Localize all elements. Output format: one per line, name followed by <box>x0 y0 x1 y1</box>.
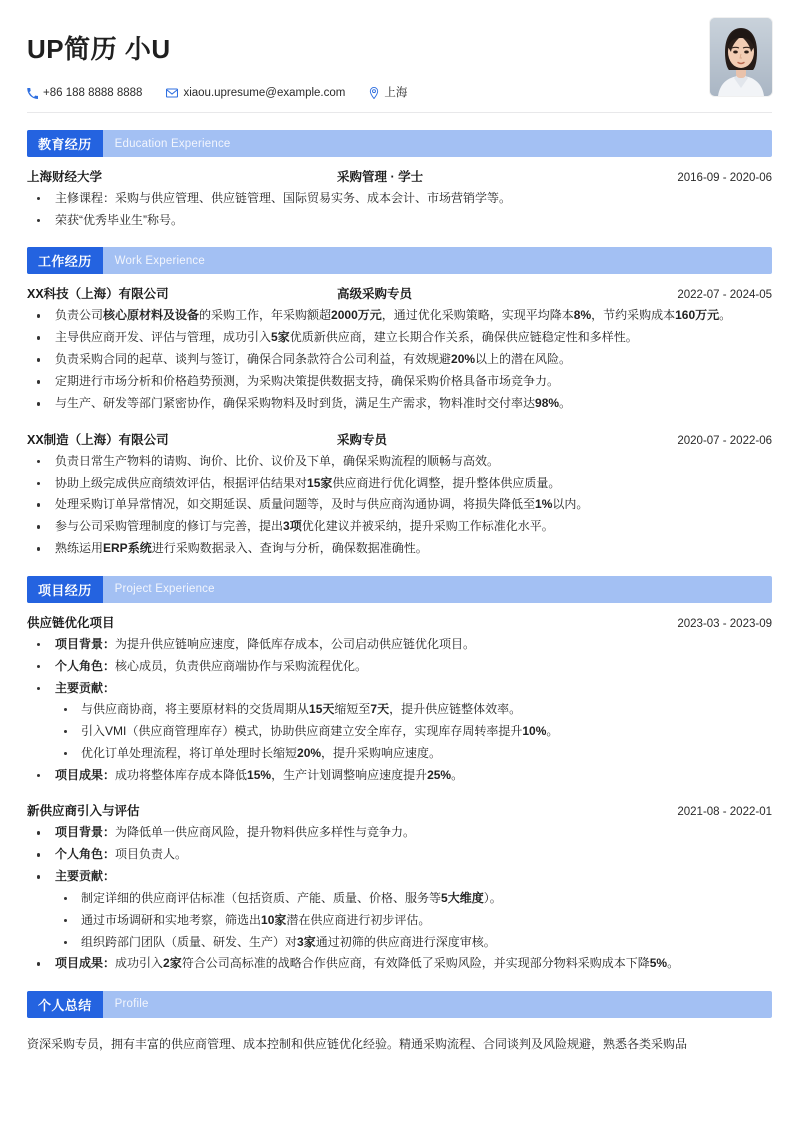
bullet-lead: 项目背景： <box>55 825 116 840</box>
contact-phone <box>27 87 142 99</box>
sections-container <box>27 130 772 1055</box>
section-title-en: Project Experience <box>114 583 215 596</box>
emphasis: 160万元 <box>675 308 720 323</box>
section-title-cn: 项目经历 <box>27 576 103 603</box>
emphasis: 核心原材料及设备 <box>103 308 200 323</box>
contact-email <box>166 87 345 99</box>
emphasis: 98% <box>535 396 560 411</box>
bullet-item <box>27 766 772 785</box>
emphasis: 2家 <box>163 956 182 971</box>
entry-role: 采购管理 · 学士 <box>337 170 424 184</box>
section-body <box>27 1018 772 1055</box>
phone-icon <box>27 88 38 99</box>
entry-role: 采购专员 <box>337 432 388 447</box>
section-title-cn: 教育经历 <box>27 130 103 157</box>
bullet-item <box>27 328 772 347</box>
bullet-text: 协助上级完成供应商绩效评估，根据评估结果对15家供应商进行优化调整，提升整体供应质量。 <box>55 475 561 490</box>
section-header-bar <box>27 576 772 603</box>
emphasis: 15% <box>247 767 272 782</box>
experience-entry <box>27 611 772 786</box>
bullet-list <box>27 452 772 559</box>
section-title-en: Profile <box>114 998 149 1011</box>
bullet-item <box>27 823 772 842</box>
sub-bullet-item: 引入VMI（供应商管理库存）模式，协助供应商建立安全库存，实现库存周转率提升10%。 <box>55 722 772 741</box>
entry-role: 高级采购专员 <box>337 287 413 302</box>
entry-date-range: 2023-03 - 2023-09 <box>677 617 772 630</box>
entry-organization: 新供应商引入与评估 <box>27 804 140 819</box>
emphasis: 8% <box>573 308 592 323</box>
bullet-text: 荣获“优秀毕业生”称号。 <box>55 212 183 227</box>
bullet-text: 项目负责人。 <box>115 847 188 862</box>
bullet-item <box>27 517 772 536</box>
section-title-cn: 工作经历 <box>27 247 103 274</box>
entry-header <box>27 165 772 189</box>
sub-bullet-item: 通过市场调研和实地考察，筛选出10家潜在供应商进行初步评估。 <box>55 911 772 930</box>
entry-organization: XX科技（上海）有限公司 <box>27 287 169 302</box>
entry-organization: 上海财经大学 <box>27 170 103 184</box>
bullet-item <box>27 657 772 676</box>
bullet-text: 熟练运用ERP系统进行采购数据录入、查询与分析，确保数据准确性。 <box>55 541 428 556</box>
entry-date-range: 2021-08 - 2022-01 <box>677 806 772 819</box>
section-title-en: Education Experience <box>114 137 231 150</box>
location-icon <box>369 87 379 99</box>
section-body <box>27 274 772 558</box>
emphasis: 5大维度 <box>441 890 484 905</box>
emphasis: 20% <box>451 352 476 367</box>
entry-header <box>27 611 772 635</box>
bullet-lead: 主要贡献： <box>55 869 116 884</box>
bullet-lead: 项目成果： <box>55 956 116 971</box>
bullet-item <box>27 350 772 369</box>
emphasis: 1% <box>535 497 553 512</box>
entry-header <box>27 428 772 452</box>
bullet-list <box>27 306 772 413</box>
contact-location <box>369 87 407 99</box>
entry-organization: 供应链优化项目 <box>27 615 115 630</box>
emphasis: 25% <box>427 767 452 782</box>
sub-bullet-item: 制定详细的供应商评估标准（包括资质、产能、质量、价格、服务等5大维度）。 <box>55 889 772 908</box>
sub-bullet-item: 与供应商协商，将主要原材料的交货周期从15天缩短至7天，提升供应链整体效率。 <box>55 700 772 719</box>
bullet-item <box>27 495 772 514</box>
experience-entry <box>27 428 772 559</box>
sub-bullet-list <box>55 889 772 952</box>
entry-date-range: 2022-07 - 2024-05 <box>677 289 772 302</box>
resume-header <box>27 0 772 113</box>
bullet-item <box>27 372 772 391</box>
sub-bullet-item: 组织跨部门团队（质量、研发、生产）对3家通过初筛的供应商进行深度审核。 <box>55 933 772 952</box>
avatar <box>710 18 772 96</box>
bullet-lead: 项目背景： <box>55 636 116 651</box>
emphasis: 10家 <box>261 912 287 927</box>
bullet-list <box>27 635 772 786</box>
emphasis: 7天 <box>370 702 390 717</box>
sub-bullet-item: 优化订单处理流程，将订单处理时长缩短20%，提升采购响应速度。 <box>55 744 772 763</box>
experience-entry <box>27 282 772 413</box>
emphasis: 3项 <box>283 519 302 534</box>
bullet-item <box>27 867 772 952</box>
bullet-text: 负责采购合同的起草、谈判与签订，确保合同条款符合公司利益，有效规避20%以上的潜在风险。 <box>55 352 572 367</box>
emphasis: 15家 <box>307 475 333 490</box>
bullet-text: 主修课程：采购与供应管理、供应链管理、国际贸易实务、成本会计、市场营销学等。 <box>55 191 512 205</box>
entry-date-range: 2020-07 - 2022-06 <box>677 434 772 447</box>
experience-entry <box>27 165 772 230</box>
emphasis: 3家 <box>297 934 316 949</box>
section-header-bar <box>27 991 772 1018</box>
section-header-bar <box>27 130 772 157</box>
bullet-text: 定期进行市场分析和价格趋势预测，为采购决策提供数据支持，确保采购价格具备市场竞争力。 <box>55 374 560 389</box>
resume-section <box>27 130 772 230</box>
emphasis: 20% <box>297 745 322 760</box>
emphasis: 10% <box>522 724 547 738</box>
bullet-text: 与生产、研发等部门紧密协作，确保采购物料及时到货，满足生产需求，物料准时交付率达98%。 <box>55 396 572 411</box>
section-body <box>27 157 772 230</box>
entry-organization: XX制造（上海）有限公司 <box>27 432 169 447</box>
bullet-item <box>27 452 772 471</box>
email-icon <box>166 88 178 98</box>
bullet-item <box>27 635 772 654</box>
experience-entry <box>27 799 772 974</box>
entry-header <box>27 282 772 306</box>
email-value: xiaou.upresume@example.com <box>183 86 346 99</box>
sub-bullet-list <box>55 700 772 763</box>
bullet-text: 主导供应商开发、评估与管理，成功引入5家优质新供应商，建立长期合作关系，确保供应链稳定性和多样性。 <box>55 330 638 345</box>
bullet-text: 负责公司核心原材料及设备的采购工作，年采购额超2000万元，通过优化采购策略，实现平均降本8%，节约采购成本160万元。 <box>55 308 732 323</box>
emphasis: 5% <box>649 956 668 971</box>
emphasis: 2000万元 <box>331 308 382 323</box>
bullet-text: 成功将整体库存成本降低15%，生产计划调整响应速度提升25%。 <box>115 767 464 782</box>
bullet-text: 为降低单一供应商风险，提升物料供应多样性与竞争力。 <box>115 825 416 840</box>
entry-header <box>27 799 772 823</box>
phone-value: +86 188 8888 8888 <box>43 86 143 99</box>
emphasis: 5家 <box>271 330 290 345</box>
bullet-lead: 主要贡献： <box>55 680 116 695</box>
profile-text: 资深采购专员，拥有丰富的供应商管理、成本控制和供应链优化经验。精通采购流程、合同谈判及风险规避，熟悉各类采购品 <box>27 1036 688 1051</box>
bullet-text: 负责日常生产物料的请购、询价、比价、议价及下单，确保采购流程的顺畅与高效。 <box>55 453 500 468</box>
bullet-item <box>27 394 772 413</box>
bullet-text: 成功引入2家符合公司高标准的战略合作供应商，有效降低了采购风险，并实现部分物料采购成本下降5%。 <box>115 956 680 971</box>
bullet-text: 参与公司采购管理制度的修订与完善，提出3项优化建议并被采纳，提升采购工作标准化水平。 <box>55 519 554 534</box>
bullet-lead: 项目成果： <box>55 767 116 782</box>
section-title-cn: 个人总结 <box>27 991 103 1018</box>
bullet-text: 处理采购订单异常情况，如交期延误、质量问题等，及时与供应商沟通协调，将损失降低至1%以内。 <box>55 497 589 512</box>
section-title-en: Work Experience <box>114 254 205 267</box>
bullet-list <box>27 189 772 230</box>
section-header-bar <box>27 247 772 274</box>
bullet-item <box>27 211 772 230</box>
section-body <box>27 603 772 974</box>
bullet-text: 核心成员，负责供应商端协作与采购流程优化。 <box>115 658 368 673</box>
resume-section <box>27 576 772 974</box>
bullet-item <box>27 474 772 493</box>
bullet-item <box>27 845 772 864</box>
emphasis: ERP系统 <box>103 541 152 556</box>
bullet-lead: 个人角色： <box>55 847 116 862</box>
resume-section <box>27 991 772 1055</box>
resume-section <box>27 247 772 558</box>
contact-row <box>27 87 772 99</box>
bullet-item <box>27 539 772 558</box>
bullet-text: 为提升供应链响应速度，降低库存成本，公司启动供应链优化项目。 <box>115 636 476 651</box>
page-title: UP简历 小U <box>27 34 171 64</box>
entry-date-range: 2016-09 - 2020-06 <box>677 172 772 184</box>
bullet-item <box>27 189 772 208</box>
bullet-lead: 个人角色： <box>55 658 116 673</box>
bullet-item <box>27 306 772 325</box>
bullet-item <box>27 679 772 764</box>
bullet-list <box>27 823 772 974</box>
emphasis: 15天 <box>309 702 335 717</box>
bullet-item <box>27 954 772 973</box>
location-value: 上海 <box>384 86 408 99</box>
